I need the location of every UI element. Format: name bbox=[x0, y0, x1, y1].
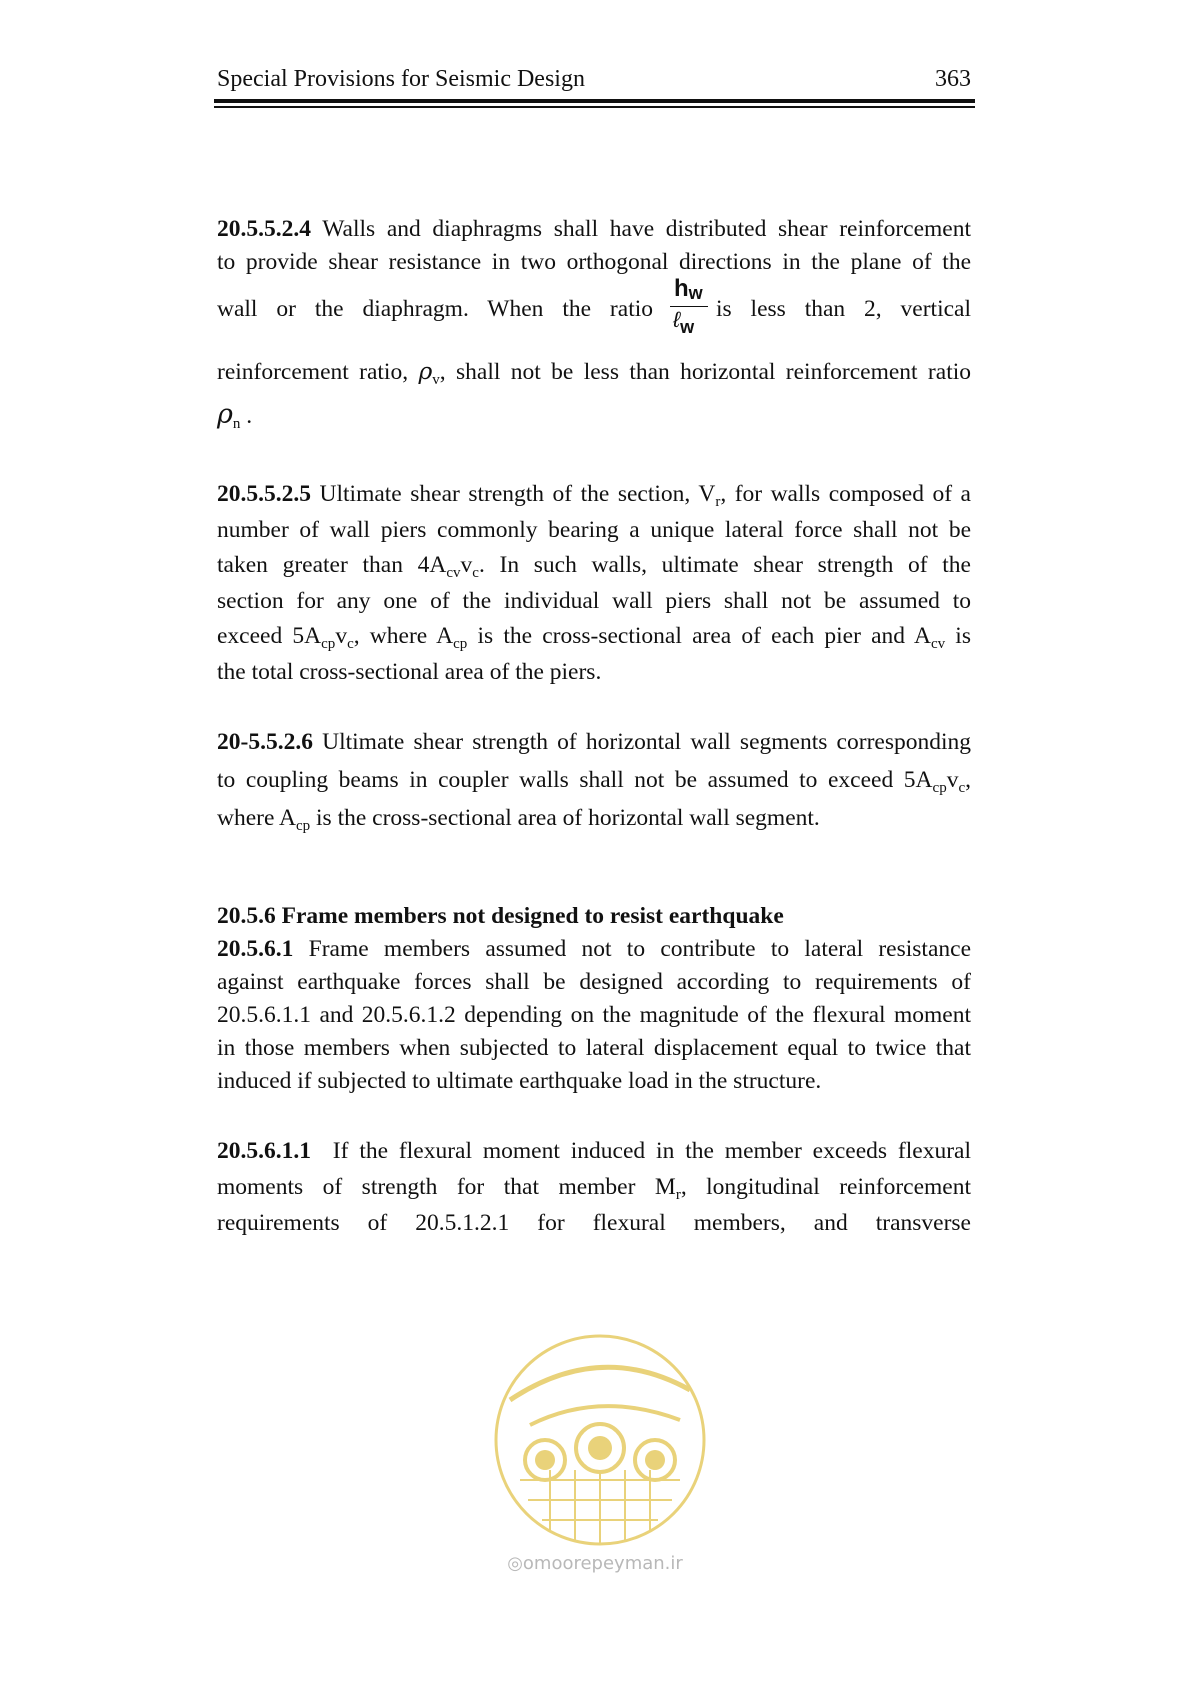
para-line-rho: reinforcement ratio, $\rho_v$, shall not be less than horizontal reinforcement ratio bbox=[217, 357, 971, 388]
page-number: 363 bbox=[935, 66, 971, 92]
para-20-5-5-2-5: 20.5.5.2.5 Ultimate shear strength of the section, $V_r$, for walls composed of a number of wall piers commonly bearing a unique lateral force shall not be taken greater than $4A_{cv}v_c$. In such walls, ultimate shear strength of the section for any one of the individual wall piers shall not be assumed to exceed $5A_{cp}v_c$, where $A_{cp}$ is the cross-sectional area of each pier and $A_{cv}$ is the total cross-sectional area of the piers. bbox=[217, 481, 971, 685]
para-line: 20.5.5.2.4 Walls and diaphragms shall have distributed shear reinforcement bbox=[217, 216, 972, 242]
para-20-5-5-2-6: 20-5.5.2.6 Ultimate shear strength of horizontal wall segments corresponding to coupling beams in coupler walls shall not be assumed to exceed $5A_{cp}v_c$, where $A_{cp}$ is the cross-sectional area of horizontal wall segment. bbox=[217, 729, 971, 834]
para-line-rho-n: $\rho_n$ . bbox=[217, 399, 253, 432]
omoore-peyman-logo-icon bbox=[490, 1330, 710, 1550]
clause-number: 20-5.5.2.6 bbox=[217, 729, 313, 755]
clause-number: 20.5.6.1.1 bbox=[217, 1138, 311, 1164]
globe-icon: ◎ bbox=[507, 1553, 523, 1574]
para-line: to provide shear resistance in two orthogonal directions in the plane of the bbox=[217, 249, 971, 275]
header-rule-thick bbox=[214, 99, 975, 103]
section-heading: 20.5.6 Frame members not designed to resist earthquake bbox=[217, 903, 784, 929]
watermark-url: ◎omoorepeyman.ir bbox=[507, 1553, 683, 1574]
para-20-5-6-1: 20.5.6.1 Frame members assumed not to contribute to lateral resistance against earthquake forces shall be designed according to requirements of 20.5.6.1.1 and 20.5.6.1.2 depending on the magnitude of the flexural moment in those members when subjected to lateral displacement equal to twice that induced if subjected to ultimate earthquake load in the structure. bbox=[217, 936, 971, 1094]
header-rule-thin bbox=[214, 106, 975, 108]
running-title: Special Provisions for Seismic Design bbox=[217, 66, 585, 92]
clause-number: 20.5.5.2.5 bbox=[217, 481, 311, 507]
clause-number: 20.5.6.1 bbox=[217, 936, 294, 962]
para-20-5-5-2-4 bbox=[217, 213, 971, 279]
para-line-ratio-right: is less than 2, vertical bbox=[716, 296, 971, 322]
hw-over-lw-fraction: $h_w$ ℓ$_w$ bbox=[669, 275, 711, 339]
para-line-ratio-left: wall or the diaphragm. When the ratio bbox=[217, 296, 653, 322]
para-20-5-6-1-1: 20.5.6.1.1 If the flexural moment induced in the member exceeds flexural moments of strength for that member $M_r$, longitudinal reinforcement requirements of 20.5.1.2.1 for flexural members, and transverse bbox=[217, 1138, 972, 1236]
clause-number: 20.5.5.2.4 bbox=[217, 216, 311, 242]
